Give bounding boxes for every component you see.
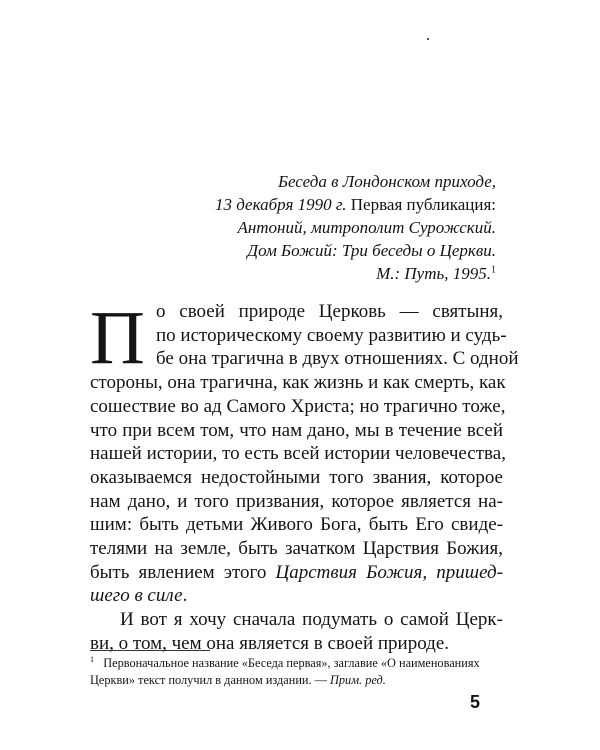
text-line: что при всем том, что нам дано, мы в течение всей	[90, 419, 503, 441]
footnote-text: Первоначальное название «Беседа первая», заглавие «О наименованиях	[103, 656, 480, 670]
main-text	[90, 296, 519, 656]
text-plain: быть явлением этого	[90, 561, 276, 583]
text-line: шим: быть детьми Живого Бога, быть Его свиде-	[90, 514, 503, 536]
epigraph-line	[215, 262, 496, 285]
text-plain: .	[182, 585, 188, 607]
text-line: телями на земле, быть зачатком Царствия Божия,	[90, 538, 503, 560]
footnote-italic: Прим. ред.	[330, 673, 386, 687]
text-line: по историческому своему развитию и судь-	[156, 324, 507, 346]
footnote-marker: 1	[491, 264, 496, 276]
epigraph	[215, 170, 496, 285]
footnote	[90, 655, 503, 689]
footnote-number: 1	[90, 654, 94, 664]
text-line: о своей природе Церковь — святыня,	[156, 301, 503, 322]
text-line: стороны, она трагична, как жизнь и как смерть, как	[90, 372, 506, 394]
page-number: 5	[470, 692, 481, 712]
epigraph-text: Первая публикация:	[346, 195, 496, 214]
footnote-line	[90, 655, 503, 672]
text-line: И вот я хочу сначала подумать о самой Церк-	[120, 609, 503, 631]
epigraph-line	[215, 193, 496, 216]
epigraph-line: Антоний, митрополит Сурожский.	[237, 218, 496, 237]
text-line: сошествие во ад Самого Христа; но трагично тоже,	[90, 395, 506, 417]
drop-cap: П	[90, 296, 145, 380]
text-line: нам дано, и того призвания, которое является на-	[90, 490, 503, 512]
print-speck	[427, 38, 429, 40]
epigraph-source: М.: Путь, 1995.	[376, 264, 491, 283]
text-line: ви, о том, чем она является в своей природе.	[90, 632, 450, 654]
text-line: оказываемся недостойными того звания, которое	[90, 466, 503, 488]
text-italic: Царствия Божия, пришед-	[275, 561, 503, 583]
text-line	[90, 584, 503, 608]
epigraph-line: Беседа в Лондонском приходе,	[277, 172, 496, 191]
text-line	[90, 561, 503, 585]
footnote-text: Церкви» текст получил в данном издании. —	[90, 673, 331, 687]
text-line: нашей истории, то есть всей истории человечества,	[90, 443, 506, 465]
text-italic: шего в силе	[90, 585, 183, 607]
footnote-rule	[90, 650, 210, 651]
text-line: бе она трагична в двух отношениях. С одной	[156, 348, 519, 370]
epigraph-date: 13 декабря 1990 г.	[215, 195, 347, 214]
epigraph-line: Дом Божий: Три беседы о Церкви.	[247, 241, 496, 260]
footnote-line	[90, 672, 503, 689]
